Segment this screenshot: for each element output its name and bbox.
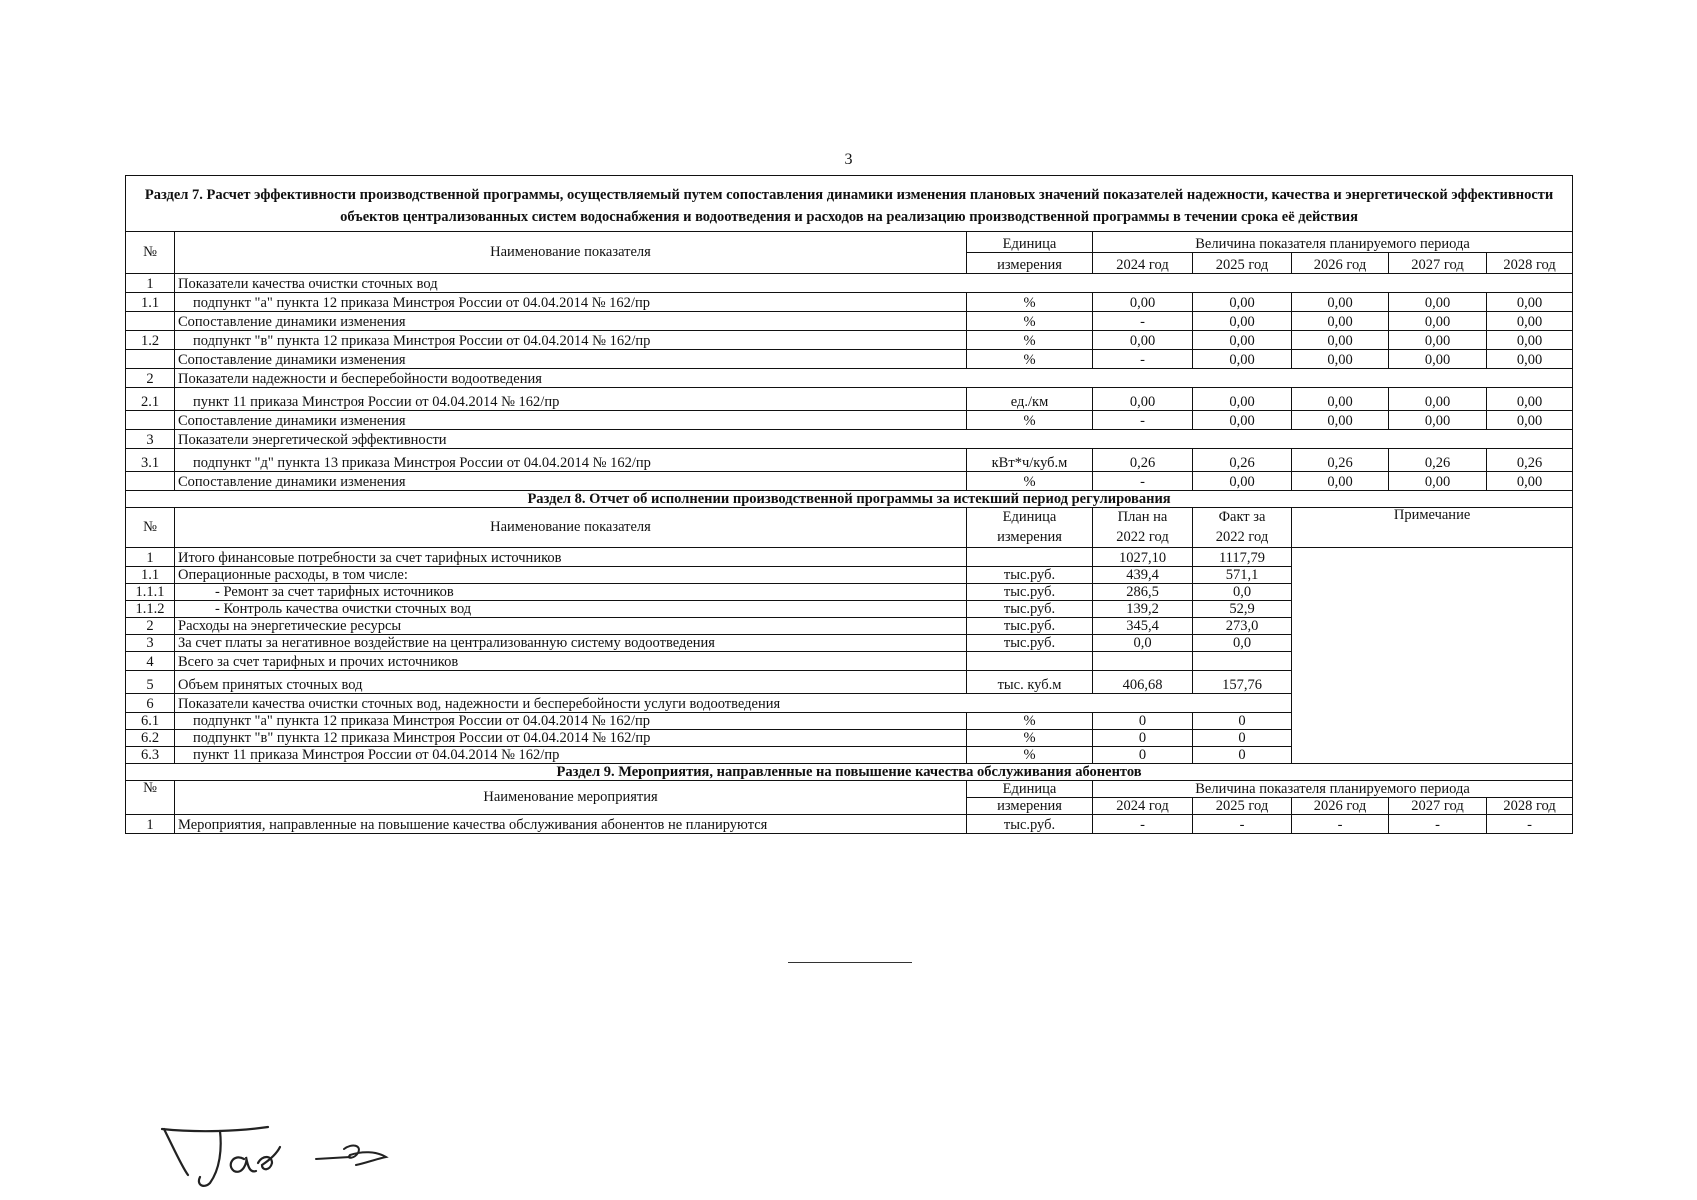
section7-row — [126, 448, 1573, 471]
section7-row — [126, 368, 1573, 387]
col-num-header: № — [126, 231, 175, 273]
unit-cell: тыс.руб. — [967, 815, 1093, 834]
row-num: 1 — [126, 815, 175, 834]
unit-cell: % — [967, 747, 1093, 764]
section7-row — [126, 410, 1573, 429]
row-num: 2 — [126, 618, 175, 635]
col-year-header: 2026 год — [1292, 252, 1389, 273]
row-num: 2 — [126, 368, 175, 387]
row-num: 2.1 — [126, 387, 175, 410]
indicator-name: пункт 11 приказа Минстроя России от 04.04.2014 № 162/пр — [175, 387, 967, 410]
col-year-header: 2027 год — [1389, 798, 1487, 815]
value-cell: 0,00 — [1389, 410, 1487, 429]
plan-cell: 0,0 — [1093, 635, 1193, 652]
group-name: Показатели энергетической эффективности — [175, 429, 1573, 448]
indicator-name: Сопоставление динамики изменения — [175, 311, 967, 330]
row-num: 1.1 — [126, 567, 175, 584]
unit-cell: % — [967, 471, 1093, 490]
fact-header-line-1: Факт за — [1218, 508, 1266, 525]
row-num — [126, 311, 175, 330]
unit-cell: % — [967, 410, 1093, 429]
section7-row — [126, 273, 1573, 292]
value-cell: 0,00 — [1193, 387, 1292, 410]
value-cell: 0,00 — [1193, 330, 1292, 349]
value-cell: 0,00 — [1193, 292, 1292, 311]
section7-row — [126, 471, 1573, 490]
col-unit-header-2: измерения — [967, 798, 1093, 815]
value-cell: 0,00 — [1292, 410, 1389, 429]
value-cell: 0,26 — [1292, 448, 1389, 471]
note-cell — [1292, 548, 1573, 764]
unit-cell: % — [967, 713, 1093, 730]
col-name-header: Наименование показателя — [175, 507, 967, 547]
value-cell: 0,00 — [1487, 349, 1573, 368]
value-cell: 0,00 — [1487, 292, 1573, 311]
fact-cell: 273,0 — [1193, 618, 1292, 635]
value-cell: 0,00 — [1389, 349, 1487, 368]
value-cell: 0,00 — [1292, 330, 1389, 349]
section7-row — [126, 429, 1573, 448]
indicator-name: пункт 11 приказа Минстроя России от 04.04.2014 № 162/пр — [175, 747, 967, 764]
plan-cell: 345,4 — [1093, 618, 1193, 635]
plan-cell: 0 — [1093, 730, 1193, 747]
indicator-name: подпункт "в" пункта 12 приказа Минстроя России от 04.04.2014 № 162/пр — [175, 330, 967, 349]
value-cell: 0,00 — [1487, 471, 1573, 490]
col-year-header: 2027 год — [1389, 252, 1487, 273]
col-unit-header-2: измерения — [967, 252, 1093, 273]
value-cell: - — [1093, 311, 1193, 330]
group-name: Показатели качества очистки сточных вод, надежности и бесперебойности услуги водоотведения — [175, 694, 1292, 713]
unit-cell: тыс.руб. — [967, 567, 1093, 584]
page-number: 3 — [844, 151, 853, 168]
value-cell: 0,00 — [1389, 387, 1487, 410]
unit-header-line-1: Единица — [1002, 508, 1057, 525]
row-num: 5 — [126, 671, 175, 694]
measure-name: Мероприятия, направленные на повышение качества обслуживания абонентов не планируются — [175, 815, 967, 834]
row-num — [126, 471, 175, 490]
col-year-header: 2028 год — [1487, 252, 1573, 273]
plan-header-line-1: План на — [1117, 508, 1168, 525]
row-num: 3 — [126, 429, 175, 448]
col-period-header: Величина показателя планируемого периода — [1093, 231, 1573, 252]
value-cell: - — [1487, 815, 1573, 834]
col-year-header: 2024 год — [1093, 252, 1193, 273]
col-year-header: 2024 год — [1093, 798, 1193, 815]
col-year-header: 2025 год — [1193, 798, 1292, 815]
plan-cell: 139,2 — [1093, 601, 1193, 618]
end-divider — [788, 962, 912, 963]
plan-cell: 0 — [1093, 747, 1193, 764]
col-num-header: № — [126, 781, 175, 815]
value-cell: 0,00 — [1487, 311, 1573, 330]
fact-cell: 0 — [1193, 713, 1292, 730]
indicator-name: За счет платы за негативное воздействие на централизованную систему водоотведения — [175, 635, 967, 652]
indicator-name: Расходы на энергетические ресурсы — [175, 618, 967, 635]
plan-cell: 406,68 — [1093, 671, 1193, 694]
unit-cell: % — [967, 330, 1093, 349]
unit-cell: тыс.руб. — [967, 618, 1093, 635]
fact-cell: 1117,79 — [1193, 548, 1292, 567]
plan-header-line-2: 2022 год — [1116, 528, 1169, 545]
value-cell: 0,00 — [1093, 330, 1193, 349]
value-cell: 0,00 — [1389, 292, 1487, 311]
col-unit-header-1: Единица — [967, 781, 1093, 798]
value-cell: 0,00 — [1193, 471, 1292, 490]
row-num: 1.2 — [126, 330, 175, 349]
row-num: 4 — [126, 652, 175, 671]
col-name-header: Наименование показателя — [175, 231, 967, 273]
plan-cell: 0 — [1093, 713, 1193, 730]
col-year-header: 2025 год — [1193, 252, 1292, 273]
section9-title-row — [126, 764, 1573, 781]
value-cell: 0,00 — [1093, 292, 1193, 311]
row-num: 1 — [126, 273, 175, 292]
col-num-header: № — [126, 507, 175, 547]
indicator-name: Операционные расходы, в том числе: — [175, 567, 967, 584]
fact-cell: 0 — [1193, 747, 1292, 764]
section9-header-row — [126, 781, 1573, 798]
section7-row — [126, 292, 1573, 311]
group-name: Показатели качества очистки сточных вод — [175, 273, 1573, 292]
unit-header-line-2: измерения — [997, 528, 1062, 545]
value-cell: - — [1193, 815, 1292, 834]
row-num — [126, 410, 175, 429]
value-cell: 0,26 — [1487, 448, 1573, 471]
col-name-header: Наименование мероприятия — [175, 781, 967, 815]
signature-image — [140, 1115, 440, 1195]
unit-cell — [967, 652, 1093, 671]
section8-title: Раздел 8. Отчет об исполнении производственной программы за истекший период регулирования — [126, 490, 1573, 507]
section7-row — [126, 330, 1573, 349]
section7-row — [126, 311, 1573, 330]
fact-cell — [1193, 652, 1292, 671]
value-cell: - — [1093, 349, 1193, 368]
section7-row — [126, 349, 1573, 368]
value-cell: 0,00 — [1292, 292, 1389, 311]
unit-cell: ед./км — [967, 387, 1093, 410]
section8-header-row — [126, 507, 1573, 547]
plan-cell: 1027,10 — [1093, 548, 1193, 567]
indicator-name: - Контроль качества очистки сточных вод — [175, 601, 967, 618]
plan-cell: 286,5 — [1093, 584, 1193, 601]
value-cell: 0,00 — [1487, 387, 1573, 410]
group-name: Показатели надежности и бесперебойности водоотведения — [175, 368, 1573, 387]
unit-cell: тыс.руб. — [967, 601, 1093, 618]
indicator-name: подпункт "а" пункта 12 приказа Минстроя России от 04.04.2014 № 162/пр — [175, 292, 967, 311]
fact-cell: 52,9 — [1193, 601, 1292, 618]
value-cell: 0,26 — [1193, 448, 1292, 471]
value-cell: 0,00 — [1093, 387, 1193, 410]
section7-title-row — [126, 176, 1573, 232]
indicator-name: Сопоставление динамики изменения — [175, 471, 967, 490]
unit-cell: % — [967, 292, 1093, 311]
unit-cell: % — [967, 730, 1093, 747]
fact-cell: 571,1 — [1193, 567, 1292, 584]
row-num: 6.1 — [126, 713, 175, 730]
value-cell: 0,00 — [1292, 471, 1389, 490]
value-cell: 0,00 — [1389, 471, 1487, 490]
plan-cell — [1093, 652, 1193, 671]
section8-row — [126, 548, 1573, 567]
unit-cell: тыс.руб. — [967, 635, 1093, 652]
col-fact-header — [1193, 507, 1292, 547]
col-unit-header — [967, 507, 1093, 547]
value-cell: 0,00 — [1292, 311, 1389, 330]
fact-header-line-2: 2022 год — [1215, 528, 1269, 545]
section7-header-row — [126, 231, 1573, 252]
value-cell: 0,00 — [1292, 349, 1389, 368]
row-num: 3.1 — [126, 448, 175, 471]
col-year-header: 2028 год — [1487, 798, 1573, 815]
row-num: 6.2 — [126, 730, 175, 747]
value-cell: 0,00 — [1389, 330, 1487, 349]
fact-cell: 0,0 — [1193, 635, 1292, 652]
value-cell: - — [1093, 410, 1193, 429]
value-cell: - — [1093, 471, 1193, 490]
value-cell: 0,26 — [1093, 448, 1193, 471]
indicator-name: подпункт "д" пункта 13 приказа Минстроя России от 04.04.2014 № 162/пр — [175, 448, 967, 471]
section8-title-row — [126, 490, 1573, 507]
col-note-header: Примечание — [1292, 507, 1573, 547]
row-num: 1.1 — [126, 292, 175, 311]
indicator-name: - Ремонт за счет тарифных источников — [175, 584, 967, 601]
unit-cell: тыс. куб.м — [967, 671, 1093, 694]
indicator-name: Объем принятых сточных вод — [175, 671, 967, 694]
row-num: 1 — [126, 548, 175, 567]
value-cell: - — [1292, 815, 1389, 834]
section9-row — [126, 815, 1573, 834]
row-num: 1.1.2 — [126, 601, 175, 618]
value-cell: 0,00 — [1193, 410, 1292, 429]
col-unit-header-1: Единица — [967, 231, 1093, 252]
indicator-name: Сопоставление динамики изменения — [175, 349, 967, 368]
indicator-name: Сопоставление динамики изменения — [175, 410, 967, 429]
row-num: 6.3 — [126, 747, 175, 764]
unit-cell: % — [967, 349, 1093, 368]
unit-cell — [967, 548, 1093, 567]
row-num — [126, 349, 175, 368]
fact-cell: 0 — [1193, 730, 1292, 747]
indicator-name: подпункт "в" пункта 12 приказа Минстроя России от 04.04.2014 № 162/пр — [175, 730, 967, 747]
section7-row — [126, 387, 1573, 410]
row-num: 6 — [126, 694, 175, 713]
indicator-name: Всего за счет тарифных и прочих источников — [175, 652, 967, 671]
row-num: 1.1.1 — [126, 584, 175, 601]
value-cell: 0,00 — [1487, 330, 1573, 349]
unit-cell: % — [967, 311, 1093, 330]
value-cell: - — [1389, 815, 1487, 834]
indicator-name: подпункт "а" пункта 12 приказа Минстроя России от 04.04.2014 № 162/пр — [175, 713, 967, 730]
value-cell: 0,00 — [1487, 410, 1573, 429]
value-cell: 0,26 — [1389, 448, 1487, 471]
section9-title: Раздел 9. Мероприятия, направленные на повышение качества обслуживания абонентов — [126, 764, 1573, 781]
unit-cell: кВт*ч/куб.м — [967, 448, 1093, 471]
unit-cell: тыс.руб. — [967, 584, 1093, 601]
col-period-header: Величина показателя планируемого периода — [1093, 781, 1573, 798]
value-cell: 0,00 — [1292, 387, 1389, 410]
value-cell: - — [1093, 815, 1193, 834]
plan-cell: 439,4 — [1093, 567, 1193, 584]
row-num: 3 — [126, 635, 175, 652]
production-program-table — [125, 175, 1573, 834]
section7-title: Раздел 7. Расчет эффективности производственной программы, осуществляемый путем сопоставления динамики изменения плановых значений показателей надежности, качества и энергетической эффективности объектов централизованных систем водоснабжения и водоотведения и расходов на реализацию производственной программы в течении срока её действия — [126, 176, 1573, 232]
fact-cell: 157,76 — [1193, 671, 1292, 694]
value-cell: 0,00 — [1193, 311, 1292, 330]
indicator-name: Итого финансовые потребности за счет тарифных источников — [175, 548, 967, 567]
col-year-header: 2026 год — [1292, 798, 1389, 815]
fact-cell: 0,0 — [1193, 584, 1292, 601]
value-cell: 0,00 — [1389, 311, 1487, 330]
value-cell: 0,00 — [1193, 349, 1292, 368]
col-plan-header — [1093, 507, 1193, 547]
